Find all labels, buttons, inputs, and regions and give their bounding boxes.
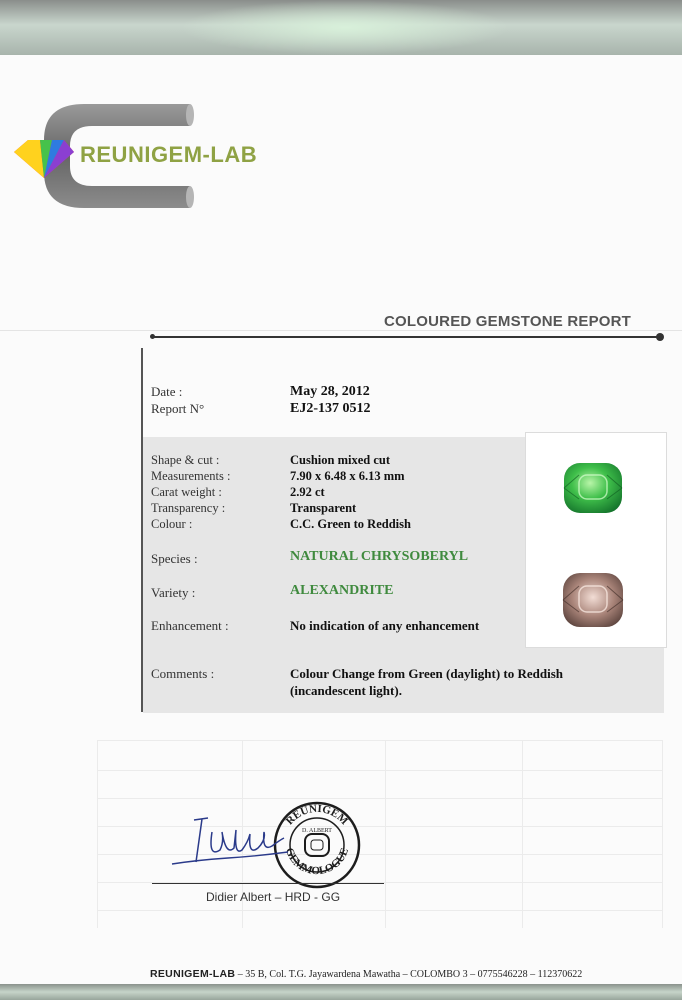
gem-daylight-icon — [561, 460, 625, 516]
date-label: Date : — [151, 384, 183, 399]
footer-address — [150, 968, 582, 980]
detail-label: Carat weight : — [151, 485, 222, 499]
detail-label: Shape & cut : — [151, 453, 220, 467]
header-glow — [180, 0, 510, 55]
footer-address-text: – 35 B, Col. T.G. Jayawardena Mawatha – COLOMBO 3 – 0775546228 – 112370622 — [235, 969, 583, 980]
title-rule-dot — [656, 333, 664, 341]
signature-icon — [168, 812, 298, 878]
signer-name: Didier Albert – HRD - GG — [206, 890, 341, 904]
signature-line — [152, 883, 384, 884]
date-value: May 28, 2012 — [290, 384, 370, 399]
detail-value: Transparent — [290, 501, 357, 515]
svg-text:D. ALBERT: D. ALBERT — [302, 828, 332, 834]
footer-band — [0, 984, 682, 1000]
brand-name: REUNIGEM-LAB — [80, 142, 258, 167]
variety-value: ALEXANDRITE — [290, 583, 394, 598]
species-label: Species : — [151, 551, 198, 566]
title-rule — [152, 336, 662, 338]
enhancement-value: No indication of any enhancement — [290, 618, 480, 633]
footer-brand: REUNIGEM-LAB — [150, 968, 236, 980]
enhancement-label: Enhancement : — [151, 618, 229, 633]
report-number-label: Report N° — [151, 401, 205, 416]
comments-line-2: (incandescent light). — [290, 683, 402, 698]
species-value: NATURAL CHRYSOBERYL — [290, 549, 469, 564]
report-number-value: EJ2-137 0512 — [290, 401, 371, 416]
detail-value: C.C. Green to Reddish — [290, 517, 411, 531]
paper-fold-line — [0, 330, 682, 331]
detail-label: Measurements : — [151, 469, 231, 483]
detail-value: Cushion mixed cut — [290, 453, 391, 467]
svg-text:GEMMOLOGUE: GEMMOLOGUE — [282, 846, 352, 878]
variety-label: Variety : — [151, 585, 196, 600]
detail-label: Colour : — [151, 517, 193, 531]
detail-value: 2.92 ct — [290, 485, 325, 499]
detail-value: 7.90 x 6.48 x 6.13 mm — [290, 469, 405, 483]
detail-label: Transparency : — [151, 501, 226, 515]
comments-label: Comments : — [151, 666, 215, 681]
svg-text:REUNIGEM: REUNIGEM — [283, 802, 351, 828]
comments-line-1: Colour Change from Green (daylight) to Reddish — [290, 666, 564, 681]
report-title: COLOURED GEMSTONE REPORT — [384, 313, 632, 330]
gem-incandescent-icon — [560, 570, 626, 630]
header-band — [0, 0, 682, 55]
